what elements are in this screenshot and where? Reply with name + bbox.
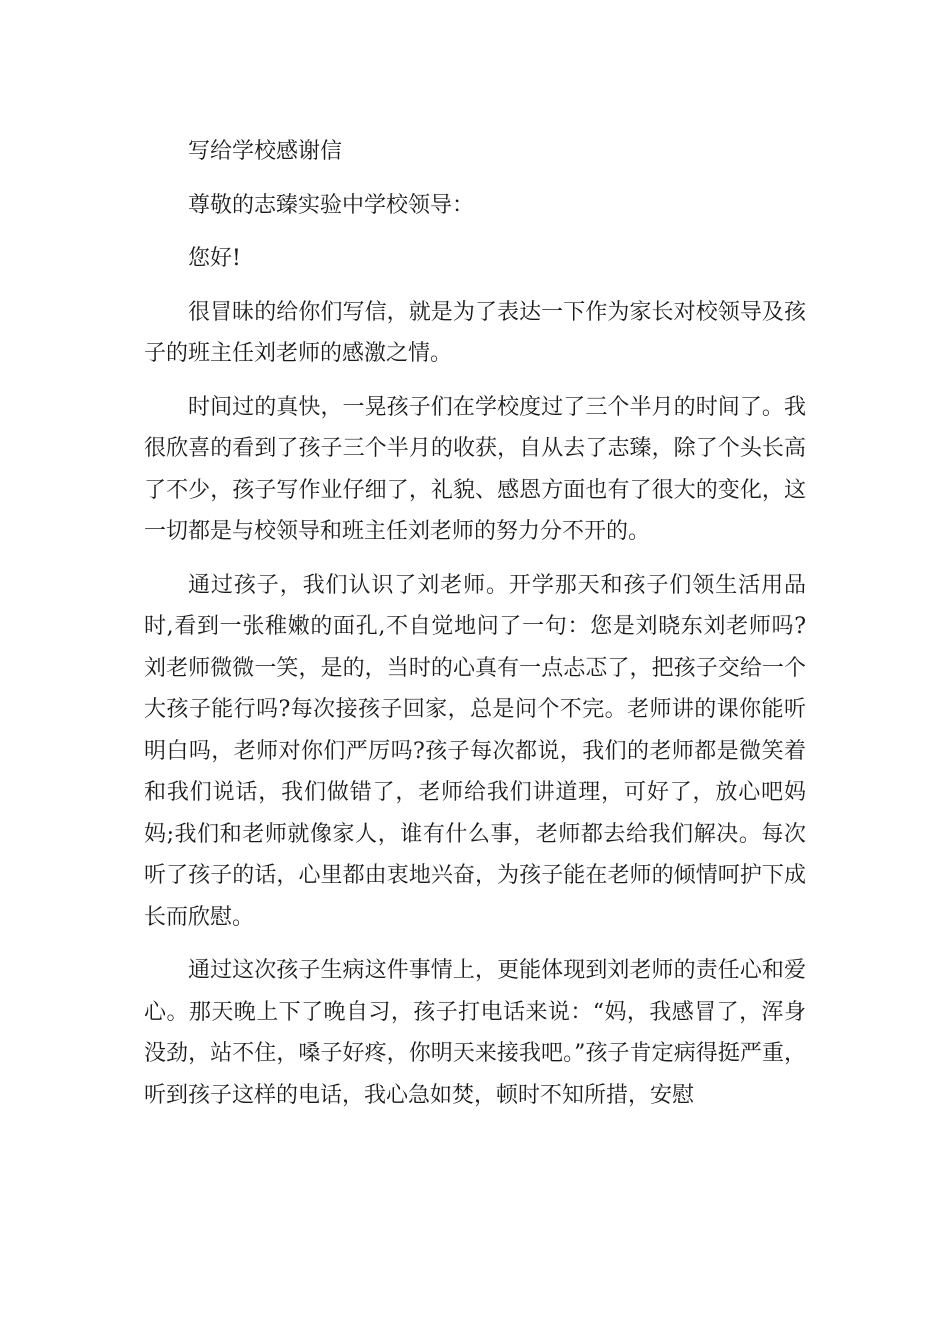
paragraph-progress: 时间过的真快，一晃孩子们在学校度过了三个半月的时间了。我很欣喜的看到了孩子三个半月的收获，自从去了志臻，除了个头长高了不少，孩子写作业仔细了，礼貌、感恩方面也有了很大的变化，这一切都是与校领导和班主任刘老师的努力分不开的。 (144, 394, 806, 544)
salutation: 尊敬的志臻实验中学校领导： (188, 192, 475, 218)
letter-title: 写给学校感谢信 (188, 139, 343, 164)
paragraph-intro: 很冒昧的给你们写信，就是为了表达一下作为家长对校领导及孩子的班主任刘老师的感激之情。 (144, 299, 806, 366)
letter-body (144, 131, 806, 1116)
paragraph-teacher: 通过孩子，我们认识了刘老师。开学那天和孩子们领生活用品时,看到一张稚嫩的面孔,不自觉地问了一句：您是刘晓东刘老师吗?刘老师微微一笑，是的，当时的心真有一点忐忑了，把孩子交给一个大孩子能行吗?每次接孩子回家，总是问个不完。老师讲的课你能听明白吗，老师对你们严厉吗?孩子每次都说，我们的老师都是微笑着和我们说话，我们做错了，老师给我们讲道理，可好了，放心吧妈妈;我们和老师就像家人，谁有什么事，老师都去给我们解决。每次听了孩子的话，心里都由衷地兴奋，为孩子能在老师的倾情呵护下成长而欣慰。 (144, 572, 806, 930)
paragraph-illness: 通过这次孩子生病这件事情上，更能体现到刘老师的责任心和爱心。那天晚上下了晚自习，孩子打电话来说：“妈，我感冒了，浑身没劲，站不住，嗓子好疼，你明天来接我吧。”孩子肯定病得挺严重，听到孩子这样的电话，我心急如焚，顿时不知所措，安慰 (144, 958, 806, 1108)
greeting: 您好! (188, 246, 241, 271)
